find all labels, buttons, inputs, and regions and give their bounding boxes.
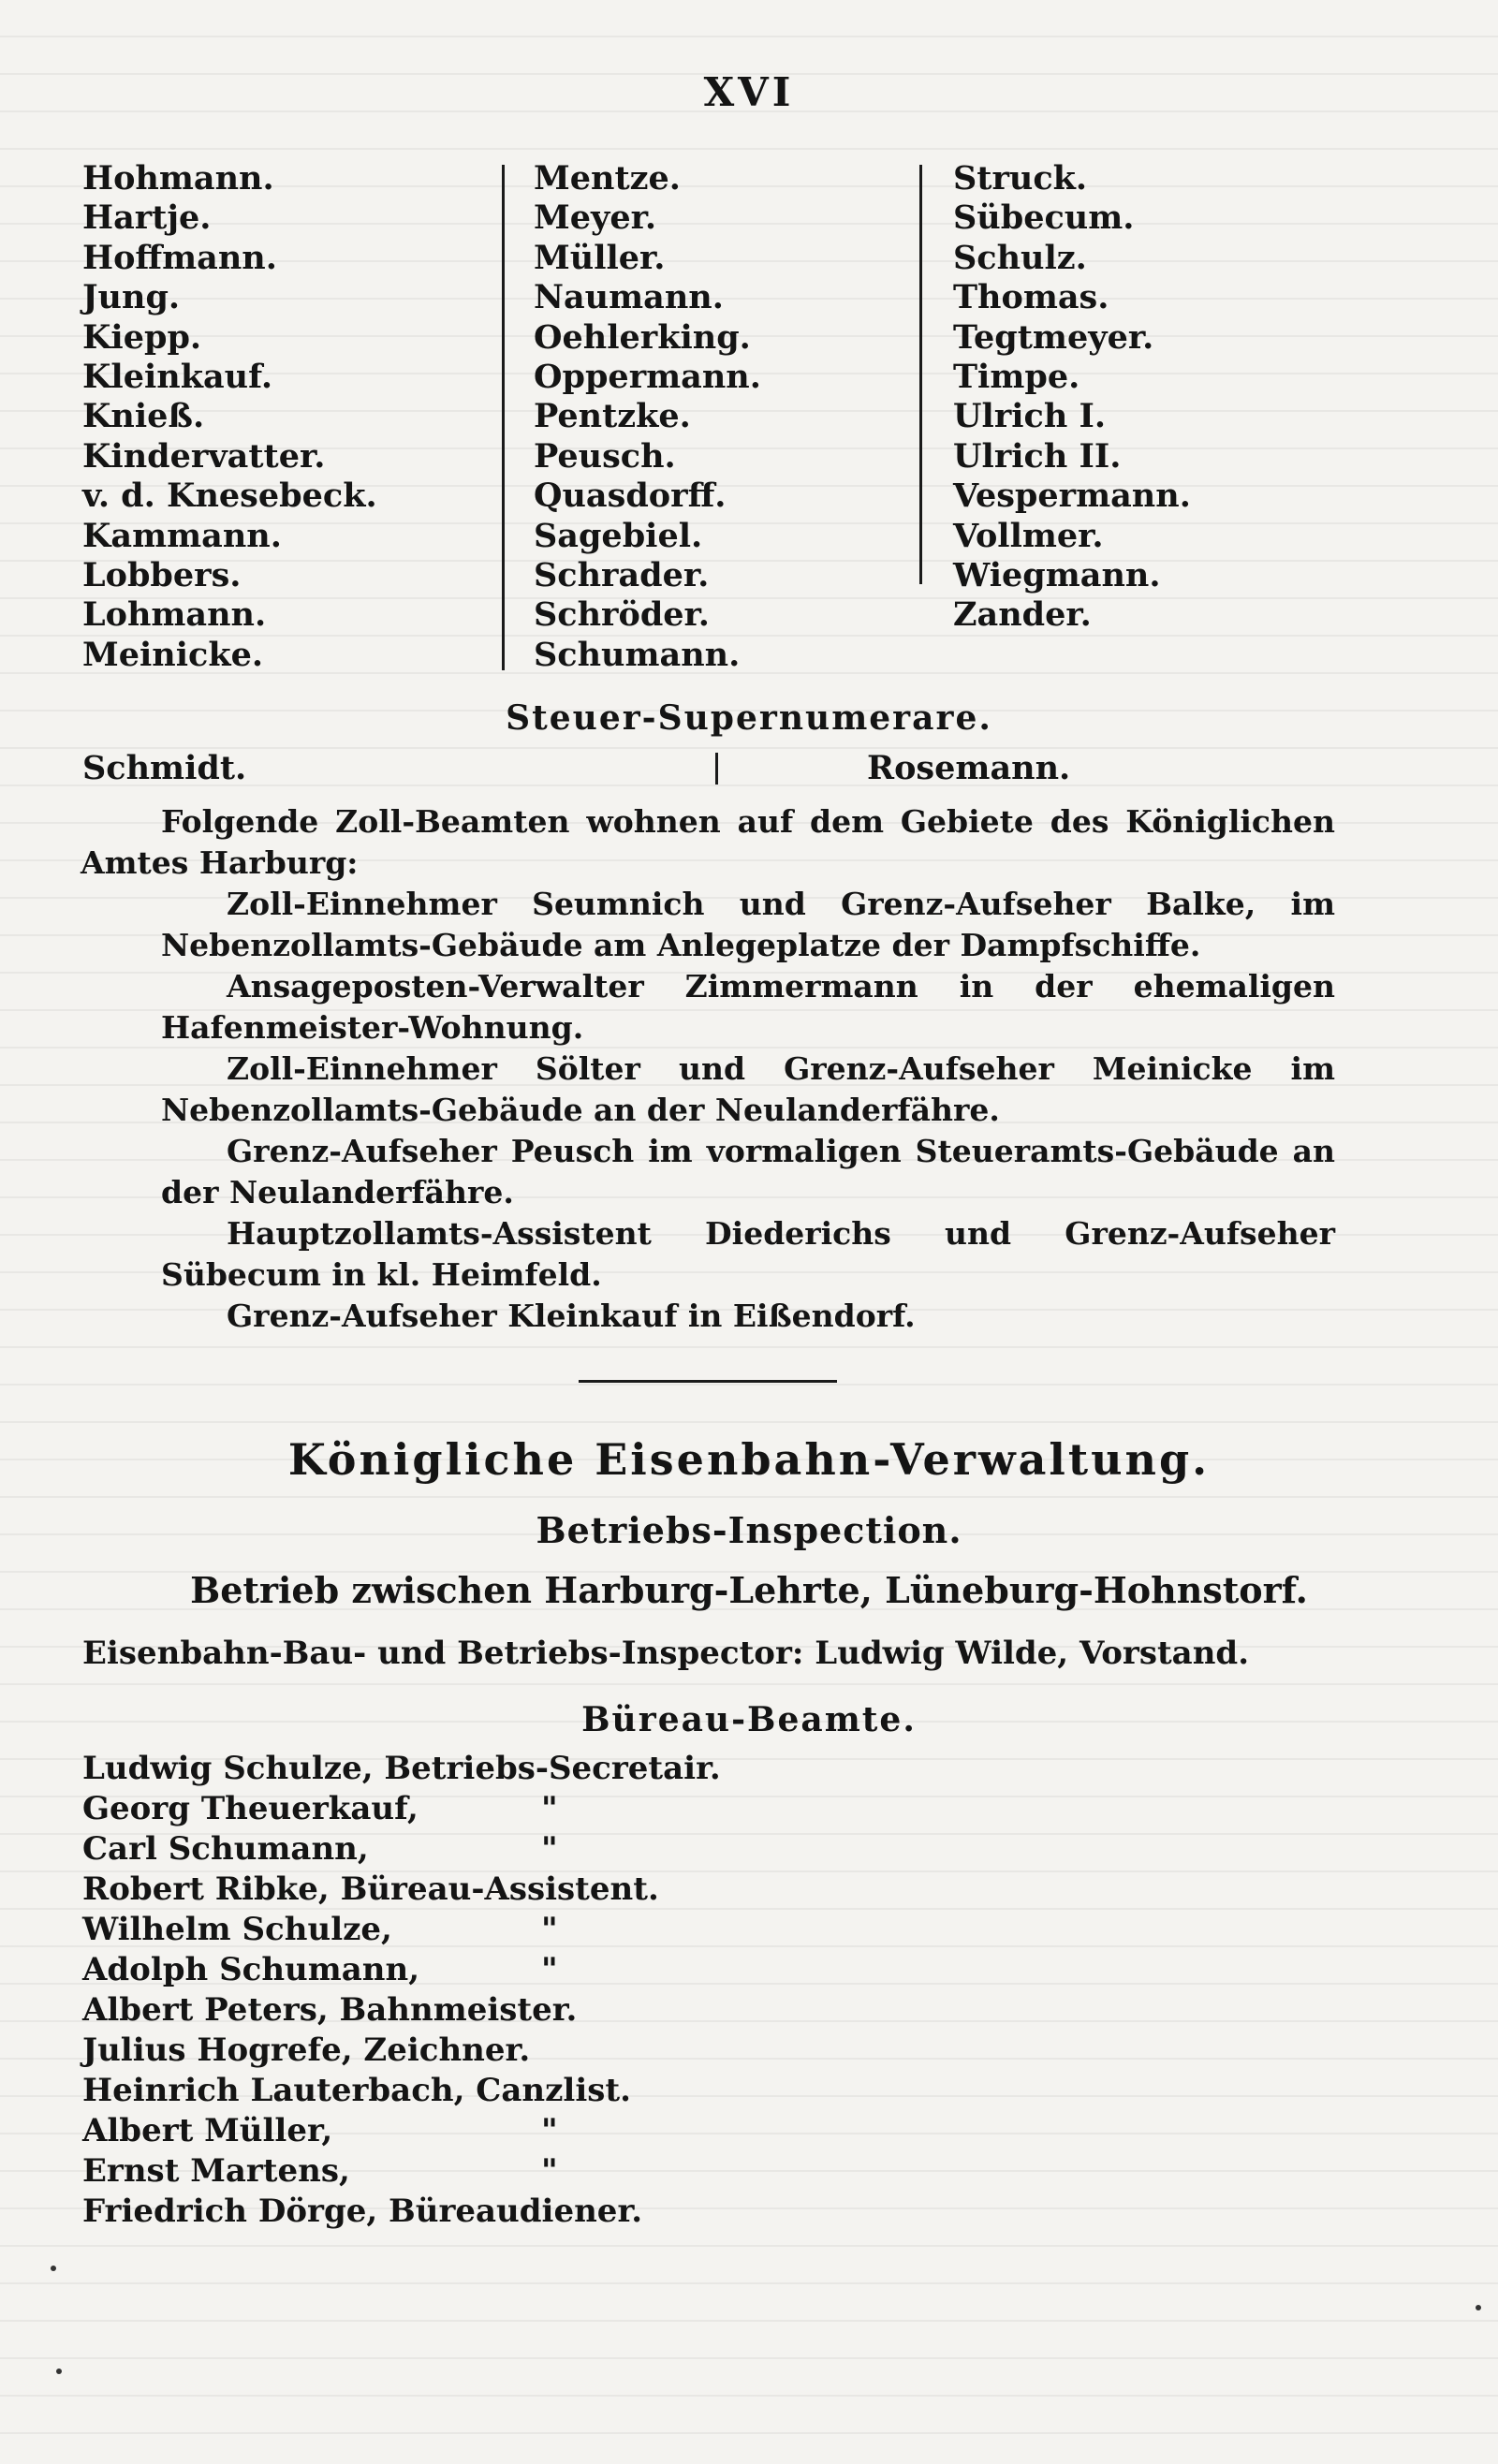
name-entry: Hoffmann.: [82, 238, 277, 277]
zoll-paragraph: Zoll-Einnehmer Seumnich und Grenz-Aufseher Balke, im Nebenzollamts-Gebäude am Anlegeplatze der Dampfschiffe.: [161, 886, 1335, 963]
subheading-route: Betrieb zwischen Harburg-Lehrte, Lüneburg-Hohnstorf.: [190, 1569, 1308, 1611]
staff-row: [82, 1910, 1300, 1950]
column-divider: [715, 753, 718, 785]
name-entry: Ulrich II.: [953, 436, 1122, 476]
name-entry: Timpe.: [953, 358, 1080, 397]
name-entry: Wiegmann.: [953, 556, 1161, 595]
name-entry: Meyer.: [534, 198, 657, 238]
ditto-mark: ": [541, 1830, 558, 1868]
name-entry: Sagebiel.: [534, 516, 703, 555]
page-number: XVI: [703, 69, 795, 115]
name-entry: Pentzke.: [534, 397, 691, 436]
supernumerare-row: [82, 749, 1356, 790]
print-speck: [56, 2369, 62, 2374]
staff-name: Wilhelm Schulze,: [82, 1911, 392, 1948]
name-entry: Vollmer.: [953, 516, 1104, 555]
supernumerare-right: Rosemann.: [867, 749, 1071, 787]
column-divider: [502, 165, 505, 670]
names-table: [82, 159, 1356, 683]
name-entry: Vespermann.: [953, 477, 1191, 516]
staff-row: [82, 1950, 1300, 1990]
name-entry: Meinicke.: [82, 635, 264, 674]
staff-row: [82, 1749, 1300, 1789]
names-column-2: [534, 159, 927, 675]
staff-name: Albert Müller,: [82, 2112, 333, 2149]
zoll-paragraph: Grenz-Aufseher Peusch im vormaligen Steueramts-Gebäude an der Neulanderfähre.: [161, 1133, 1335, 1210]
staff-name: Albert Peters, Bahnmeister.: [82, 1991, 578, 2029]
name-entry: Schulz.: [953, 238, 1087, 277]
section-heading-steuer: Steuer-Supernumerare.: [506, 698, 992, 738]
name-entry: Jung.: [82, 278, 181, 317]
name-entry: Kiepp.: [82, 317, 202, 357]
staff-row: [82, 2192, 1300, 2232]
staff-row: [82, 1829, 1300, 1870]
staff-row: [82, 2071, 1300, 2111]
name-entry: Schröder.: [534, 595, 710, 635]
names-column-1: [82, 159, 485, 675]
zoll-paragraph: Grenz-Aufseher Kleinkauf in Eißendorf.: [227, 1298, 916, 1334]
staff-row: [82, 1990, 1300, 2031]
section-divider: [579, 1380, 837, 1383]
inspector-line: Eisenbahn-Bau- und Betriebs-Inspector: Ludwig Wilde, Vorstand.: [82, 1635, 1250, 1672]
name-entry: Hartje.: [82, 198, 212, 238]
print-speck: [1476, 2305, 1481, 2310]
staff-row: [82, 2151, 1300, 2192]
name-entry: Zander.: [953, 595, 1092, 635]
staff-name: Friedrich Dörge, Büreaudiener.: [82, 2193, 643, 2230]
name-entry: Knieß.: [82, 397, 205, 436]
staff-list: [82, 1749, 1300, 2232]
name-entry: Naumann.: [534, 278, 724, 317]
name-entry: Schrader.: [534, 556, 710, 595]
zoll-paragraph: Hauptzollamts-Assistent Diederichs und Grenz-Aufseher Sübecum in kl. Heimfeld.: [161, 1215, 1335, 1293]
ditto-mark: ": [541, 2112, 558, 2149]
ditto-mark: ": [541, 1911, 558, 1948]
staff-name: Julius Hogrefe, Zeichner.: [82, 2031, 531, 2069]
print-speck: [51, 2266, 56, 2271]
subheading-bureau-beamte: Büreau-Beamte.: [581, 1700, 917, 1739]
name-entry: v. d. Knesebeck.: [82, 477, 377, 516]
staff-name: Carl Schumann,: [82, 1830, 369, 1868]
ditto-mark: ": [541, 1790, 558, 1827]
section-heading-eisenbahn: Königliche Eisenbahn-Verwaltung.: [287, 1434, 1211, 1485]
staff-row: [82, 2111, 1300, 2151]
zoll-intro-paragraph: Folgende Zoll-Beamten wohnen auf dem Gebiete des Königlichen Amtes Harburg:: [81, 803, 1335, 881]
name-entry: Thomas.: [953, 278, 1109, 317]
name-entry: Oehlerking.: [534, 317, 751, 357]
staff-name: Ernst Martens,: [82, 2152, 350, 2190]
name-entry: Sübecum.: [953, 198, 1135, 238]
supernumerare-left: Schmidt.: [82, 749, 247, 787]
name-entry: Mentze.: [534, 159, 681, 198]
staff-name: Ludwig Schulze, Betriebs-Secretair.: [82, 1750, 721, 1787]
staff-row: [82, 2031, 1300, 2071]
name-entry: Kammann.: [82, 516, 282, 555]
staff-row: [82, 1789, 1300, 1829]
name-entry: Lobbers.: [82, 556, 242, 595]
name-entry: Kleinkauf.: [82, 358, 273, 397]
subheading-betriebs-inspection: Betriebs-Inspection.: [536, 1509, 962, 1551]
name-entry: Schumann.: [534, 635, 741, 674]
zoll-paragraph: Zoll-Einnehmer Sölter und Grenz-Aufseher Meinicke im Nebenzollamts-Gebäude an der Neulanderfähre.: [161, 1050, 1335, 1128]
name-entry: Lohmann.: [82, 595, 267, 635]
name-entry: Oppermann.: [534, 358, 761, 397]
name-entry: Struck.: [953, 159, 1088, 198]
name-entry: Tegtmeyer.: [953, 317, 1154, 357]
name-entry: Ulrich I.: [953, 397, 1107, 436]
names-column-3: [953, 159, 1346, 636]
staff-row: [82, 1870, 1300, 1910]
zoll-paragraph: Ansageposten-Verwalter Zimmermann in der ehemaligen Hafenmeister-Wohnung.: [161, 968, 1335, 1046]
ditto-mark: ": [541, 1951, 558, 1988]
staff-name: Heinrich Lauterbach, Canzlist.: [82, 2072, 631, 2109]
name-entry: Kindervatter.: [82, 436, 326, 476]
name-entry: Hohmann.: [82, 159, 274, 198]
staff-name: Adolph Schumann,: [82, 1951, 420, 1988]
name-entry: Quasdorff.: [534, 477, 727, 516]
staff-name: Georg Theuerkauf,: [82, 1790, 419, 1827]
name-entry: Müller.: [534, 238, 666, 277]
staff-name: Robert Ribke, Büreau-Assistent.: [82, 1870, 659, 1908]
name-entry: Peusch.: [534, 436, 676, 476]
ditto-mark: ": [541, 2152, 558, 2190]
